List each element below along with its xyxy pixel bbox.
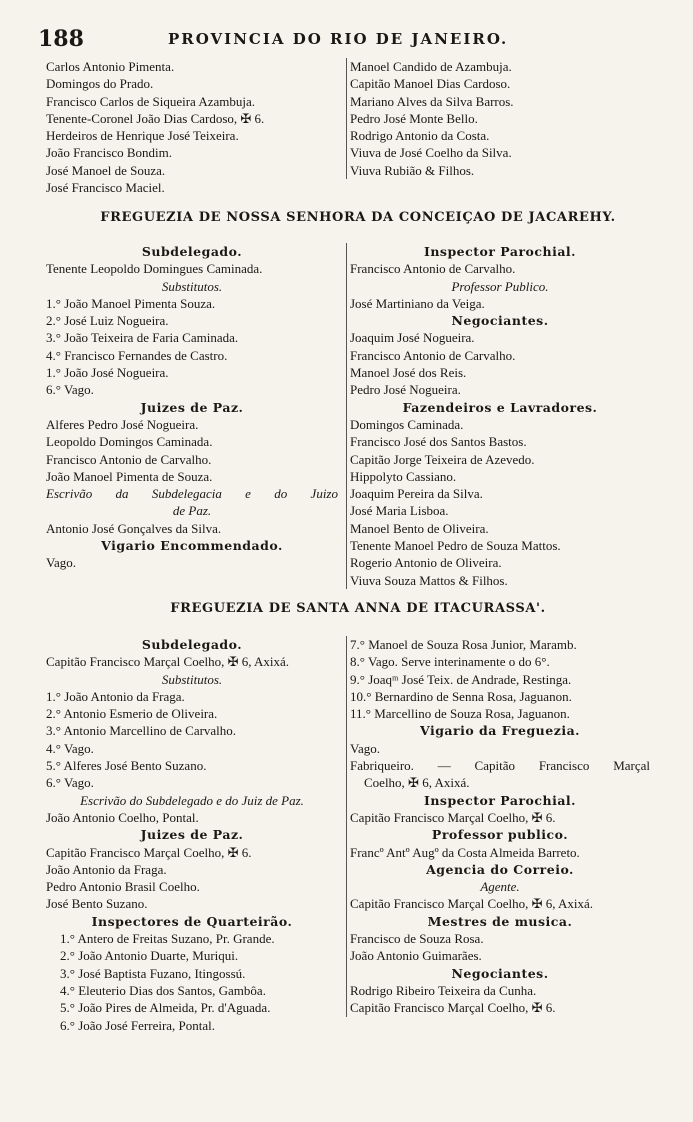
directory-entry: Carlos Antonio Pimenta. [46, 59, 175, 74]
directory-entry: Pedro Antonio Brasil Coelho. [46, 879, 200, 895]
directory-entry: 6.° João José Ferreira, Pontal. [60, 1017, 216, 1033]
directory-entry: 3.° João Teixeira de Faria Caminada. [46, 330, 239, 346]
directory-entry: 2.° João Antonio Duarte, Muriqui. [60, 948, 239, 964]
subheading: Substitutos. [161, 671, 223, 687]
directory-entry: Tenente Leopoldo Domingues Caminada. [46, 261, 263, 277]
section-heading: Inspector Parochial. [423, 792, 577, 808]
directory-entry: 1.° João Manoel Pimenta Souza. [46, 295, 216, 311]
directory-entry: 2.° José Luiz Nogueira. [46, 313, 169, 329]
directory-entry: Francisco Carlos de Siqueira Azambuja. [46, 93, 256, 109]
directory-entry: 1.° João Antonio da Fraga. [46, 688, 185, 704]
continued-list-section [38, 58, 678, 198]
continued-list-left-column [46, 58, 338, 196]
directory-entry: 9.° Joaqᵐ José Teix. de Andrade, Restinga. [350, 671, 572, 687]
section-heading: Juizes de Paz. [140, 827, 244, 843]
directory-entry: Capitão Francisco Marçal Coelho, ✠ 6. [350, 809, 556, 825]
directory-entry: Capitão Francisco Marçal Coelho, ✠ 6. [350, 1000, 556, 1016]
directory-entry: Manoel Bento de Oliveira. [350, 520, 489, 536]
directory-entry: Escrivão da Subdelegacia e do Juizo [46, 486, 338, 502]
directory-entry: José Francisco Maciel. [46, 180, 165, 196]
directory-entry: Francisco Antonio de Carvalho. [350, 261, 516, 277]
subheading: de Paz. [172, 503, 212, 519]
directory-entry: 3.° José Baptista Fuzano, Itingossú. [60, 965, 246, 981]
directory-entry: 3.° Antonio Marcellino de Carvalho. [46, 723, 237, 739]
itacurassa-left-column [46, 636, 338, 1034]
directory-entry: Capitão Francisco Marçal Coelho, ✠ 6, Axixá. [46, 654, 290, 670]
directory-entry: Hippolyto Cassiano. [350, 468, 457, 484]
running-title: PROVINCIA DO RIO DE JANEIRO. [168, 30, 509, 48]
section-heading: Inspector Parochial. [423, 244, 577, 259]
directory-entry: 4.° Vago. [46, 740, 94, 756]
jacarehy-right-column [346, 243, 650, 589]
subheading: Professor Publico. [451, 278, 549, 294]
subheading: Substitutos. [161, 278, 223, 294]
section-heading: Negociantes. [451, 965, 549, 981]
directory-entry: 6.° Vago. [46, 382, 94, 398]
directory-entry: João Antonio Guimarães. [350, 948, 482, 964]
directory-entry: Pedro José Monte Bello. [350, 110, 478, 126]
directory-entry: 1.° Antero de Freitas Suzano, Pr. Grande. [60, 931, 275, 947]
section-heading: Juizes de Paz. [140, 399, 244, 415]
directory-entry: Capitão Francisco Marçal Coelho, ✠ 6, Axixá. [350, 896, 594, 912]
directory-entry: José Martiniano da Veiga. [350, 295, 485, 311]
subheading: Escrivão do Subdelegado e do Juiz de Paz. [80, 792, 304, 808]
section-heading: Inspectores de Quarteirão. [91, 913, 293, 929]
directory-entry: Alferes Pedro José Nogueira. [46, 416, 199, 432]
jacarehy-left-column [46, 243, 338, 572]
directory-entry: 4.° Francisco Fernandes de Castro. [46, 347, 228, 363]
directory-entry: Domingos Caminada. [350, 416, 464, 432]
directory-entry: Vago. [350, 740, 380, 756]
directory-entry: 7.° Manoel de Souza Rosa Junior, Maramb. [350, 637, 577, 652]
directory-entry: João Antonio da Fraga. [46, 861, 167, 877]
directory-entry: Francº Antº Augº da Costa Almeida Barreto. [350, 844, 580, 860]
section-heading: Vigario Encommendado. [101, 538, 283, 554]
parish-itacurassa-section [38, 636, 678, 1066]
parish-jacarehy-section [38, 243, 678, 593]
directory-entry: Francisco Antonio de Carvalho. [350, 347, 516, 363]
section-heading: Vigario da Freguezia. [419, 723, 581, 739]
section-heading: Professor publico. [431, 827, 569, 843]
directory-entry: Manoel José dos Reis. [350, 365, 467, 381]
directory-entry: Tenente Manoel Pedro de Souza Mattos. [350, 538, 561, 554]
section-heading: Subdelegado. [141, 244, 243, 259]
directory-entry: Rodrigo Ribeiro Teixeira da Cunha. [350, 982, 537, 998]
directory-entry: Joaquim Pereira da Silva. [350, 486, 483, 502]
directory-entry: Pedro José Nogueira. [350, 382, 461, 398]
directory-entry: 4.° Eleuterio Dias dos Santos, Gambôa. [60, 982, 266, 998]
directory-entry: Rodrigo Antonio da Costa. [350, 128, 490, 144]
directory-entry: José Maria Lisboa. [350, 503, 449, 519]
directory-entry: 10.° Bernardino de Senna Rosa, Jaguanon. [350, 688, 572, 704]
directory-entry: João Francisco Bondim. [46, 145, 173, 161]
directory-entry: 6.° Vago. [46, 775, 94, 791]
directory-entry: Viuva Rubião & Filhos. [350, 162, 475, 178]
directory-entry: Vago. [46, 555, 76, 571]
directory-entry: Leopoldo Domingos Caminada. [46, 434, 213, 450]
directory-entry: Manoel Candido de Azambuja. [350, 59, 512, 74]
directory-entry: 11.° Marcellino de Souza Rosa, Jaguanon. [350, 706, 570, 722]
directory-entry: Viuva de José Coelho da Silva. [350, 145, 512, 161]
section-heading: Agencia do Correio. [426, 861, 574, 877]
page-number: 188 [38, 26, 84, 52]
directory-entry: Mariano Alves da Silva Barros. [350, 93, 514, 109]
section-heading: Subdelegado. [141, 637, 243, 652]
directory-entry: Domingos do Prado. [46, 76, 154, 92]
directory-entry: José Bento Suzano. [46, 896, 148, 912]
directory-entry: Coelho, ✠ 6, Axixá. [364, 775, 470, 791]
section-heading: Mestres de musica. [427, 913, 573, 929]
directory-entry: Viuva Souza Mattos & Filhos. [350, 572, 508, 588]
directory-entry: Antonio José Gonçalves da Silva. [46, 520, 222, 536]
directory-entry: Capitão Francisco Marçal Coelho, ✠ 6. [46, 844, 252, 860]
section-heading: Fazendeiros e Lavradores. [402, 399, 598, 415]
parish-title-itacurassa: FREGUEZIA DE SANTA ANNA DE ITACURASSA'. [170, 601, 546, 616]
directory-entry: Rogerio Antonio de Oliveira. [350, 555, 502, 571]
parish-title-jacarehy: FREGUEZIA DE NOSSA SENHORA DA CONCEIÇAO DE JACAREHY. [100, 210, 616, 225]
directory-entry: Francisco de Souza Rosa. [350, 931, 484, 947]
continued-list-right-column [346, 58, 650, 179]
directory-entry: Fabriqueiro. — Capitão Francisco Marçal [350, 758, 650, 774]
directory-entry: 5.° Alferes José Bento Suzano. [46, 758, 207, 774]
directory-entry: 5.° João Pires de Almeida, Pr. d'Aguada. [60, 1000, 271, 1016]
directory-entry: Capitão Jorge Teixeira de Azevedo. [350, 451, 535, 467]
directory-entry: 2.° Antonio Esmerio de Oliveira. [46, 706, 218, 722]
directory-entry: João Manoel Pimenta de Souza. [46, 468, 213, 484]
directory-entry: Joaquim José Nogueira. [350, 330, 475, 346]
page-header [38, 26, 678, 52]
directory-entry: Francisco José dos Santos Bastos. [350, 434, 527, 450]
directory-entry: 1.° João José Nogueira. [46, 365, 169, 381]
section-heading: Negociantes. [451, 313, 549, 329]
directory-entry: Francisco Antonio de Carvalho. [46, 451, 212, 467]
directory-entry: Capitão Manoel Dias Cardoso. [350, 76, 511, 92]
directory-entry: Herdeiros de Henrique José Teixeira. [46, 128, 239, 144]
directory-entry: José Manoel de Souza. [46, 162, 166, 178]
itacurassa-right-column [346, 636, 650, 1017]
directory-entry: 8.° Vago. Serve interinamente o do 6°. [350, 654, 550, 670]
directory-entry: João Antonio Coelho, Pontal. [46, 809, 199, 825]
subheading: Agente. [480, 879, 520, 895]
directory-entry: Tenente-Coronel João Dias Cardoso, ✠ 6. [46, 110, 265, 126]
